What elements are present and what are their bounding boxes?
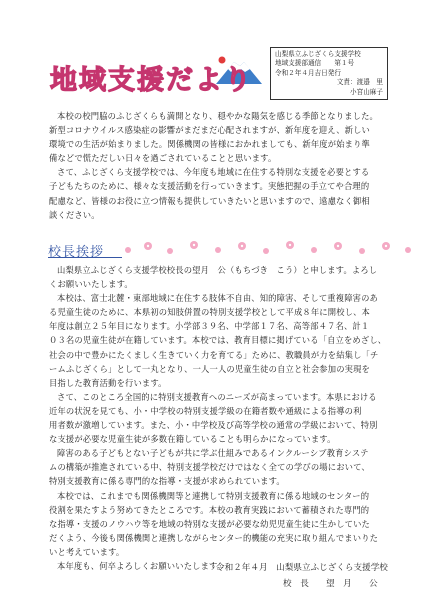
newsletter-title: 地域支援だより xyxy=(50,65,253,96)
text-line: 本校では、これまでも関係機関等と連携して特別支援教育に係る地域のセンター的 xyxy=(57,490,370,501)
text-line: 子どもたちのために、様々な支援活動を行っていきます。実態把握の手立てや合理的 xyxy=(49,181,370,192)
cherry-blossom-border xyxy=(118,236,418,258)
masthead xyxy=(44,50,264,98)
signature-principal: 校 長 望 月 公 xyxy=(283,579,378,589)
text-line: だくよう、今後も関係機関と連携しながらセンター的機能の充実に取り組んでまいりた xyxy=(49,532,379,543)
text-line: 障害のある子どもとない子どもが共に学ぶ仕組みであるインクルーシブ教育システ xyxy=(57,448,369,459)
info-school: 山梨県立ふじざくら支援学校 xyxy=(275,50,361,58)
text-line: 社会の中で豊かにたくましく生きていく力を育てる」ために、教職員が力を結集し「チ xyxy=(49,349,379,360)
info-author-1: 文責：渡邉 里 xyxy=(336,78,383,87)
text-line: 談ください。 xyxy=(49,209,100,220)
text-line: な支援が必要な児童生徒が多数在籍していることも明らかになっています。 xyxy=(49,434,336,445)
text-line: 山梨県立ふじざくら支援学校校長の望月 公（もちづき こう）と申します。よろし xyxy=(57,265,378,275)
section-underline xyxy=(48,257,122,258)
text-line: くお願いいたします。 xyxy=(49,279,133,290)
issue-info-box xyxy=(270,47,388,100)
info-issue: 地域支援部通信 第１号 xyxy=(275,59,355,68)
text-line: 新型コロナウイルス感染症の影響がまだまだ心配されますが、新年度を迎え、新しい xyxy=(49,125,370,136)
text-line: 本校は、富士北麓・東部地域に在住する肢体不自由、知的障害、そして重複障害のあ xyxy=(57,293,378,304)
info-date: 令和２年４月吉日発行 xyxy=(275,68,341,77)
text-line: さて、ふじざくら支援学校では、今年度も地域に在住する特別な支援を必要とする xyxy=(57,167,370,178)
text-line: 近年の状況を見ても、小・中学校の特別支援学級の在籍者数や通級による指導の利 xyxy=(49,405,362,416)
intro-paragraph xyxy=(49,109,378,222)
signature-date-school: 令和２年４月 山梨県立ふじざくら支援学校 xyxy=(216,563,388,573)
text-line: 配慮など、皆様のお役に立つ情報も提供していきたいと思いますので、遠慮なく御相 xyxy=(49,195,370,206)
info-author-2: 小宮山麻子 xyxy=(350,87,383,96)
text-line: 年度は創立２５年目になります。小学部３９名、中学部１７名、高等部４７名、計１ xyxy=(49,321,370,332)
text-line: 役割を果たすよう努めてきたところです。本校の教育実践において蓄積された専門的 xyxy=(49,504,370,515)
text-line: 用者数が激増しています。また、小・中学校及び高等学校の通常の学級において、特別 xyxy=(49,420,378,431)
text-line: 目指した教育活動を行います。 xyxy=(49,377,167,388)
section-title: 校長挨拶 xyxy=(48,245,105,260)
text-line: な指導・支援のノウハウ等を地域の特別な支援が必要な幼児児童生徒に生かしていた xyxy=(49,518,370,529)
text-line: いと考えています。 xyxy=(49,546,125,557)
text-line: さて、このところ全国的に特別支援教育へのニーズが高まっています。本県における xyxy=(57,391,377,402)
text-line: 備などで慌ただしい日々を過ごされていることと思います。 xyxy=(49,153,277,164)
text-line: る児童生徒のために、本県初の知肢併置の特別支援学校として平成８年に開校し、本 xyxy=(49,307,370,318)
text-line: ムの構築が推進されている中、特別支援学校だけではなく全ての学びの場において、 xyxy=(49,462,370,473)
text-line: 本年度も、何卒よろしくお願いいたします。 xyxy=(57,560,226,571)
text-line: ームふじざくら」として一丸となり、一人一人の児童生徒の自立と社会参加の実現を xyxy=(49,363,370,374)
text-line: ０３名の児童生徒が在籍しています。本校では、教育目標に掲げている「自立をめざし、 xyxy=(49,335,387,346)
text-line: 特別支援教育に係る専門的な指導・支援が求められています。 xyxy=(49,476,285,487)
text-line: 環境での生活が始まりました。関係機関の皆様におかれましても、新年度が始まり準 xyxy=(49,139,370,150)
text-line: 本校の校門脇のふじざくらも満開となり、穏やかな陽気を感じる季節となりました。 xyxy=(57,111,378,121)
greeting-paragraph xyxy=(49,263,386,573)
